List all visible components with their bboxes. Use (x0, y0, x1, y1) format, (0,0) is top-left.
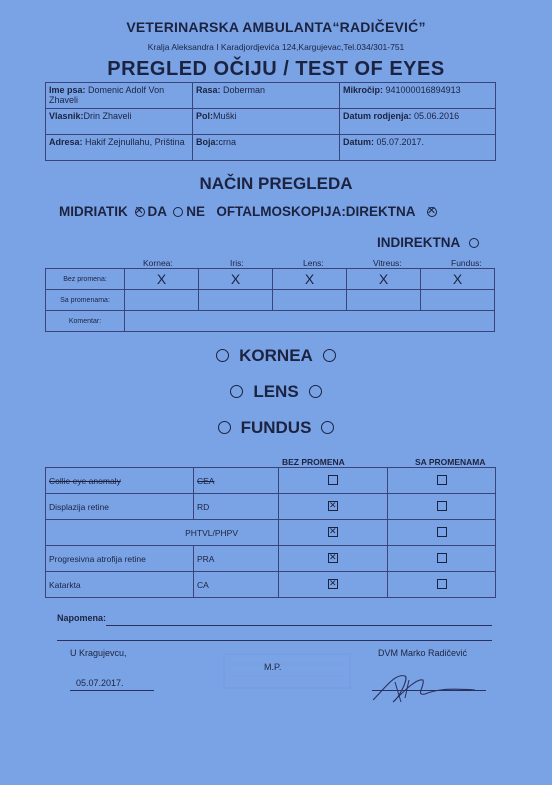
ne-radio[interactable] (173, 207, 183, 217)
fundus-left-radio[interactable] (218, 421, 231, 434)
date-cell: Datum: 05.07.2017. (340, 135, 496, 161)
patient-info-table (45, 82, 496, 161)
dob-cell: Datum rodjenja: 05.06.2016 (340, 109, 496, 135)
clinic-name: VETERINARSKA AMBULANTA“RADIČEVIĆ” (126, 19, 426, 35)
kornea-left-radio[interactable] (216, 349, 229, 362)
direktna-radio[interactable] (427, 207, 437, 217)
disease-code: CEA (194, 468, 279, 494)
option-fundus (0, 418, 552, 438)
note-line-2[interactable] (57, 640, 492, 641)
cell[interactable] (421, 290, 495, 311)
chip-number: 941000016894913 (385, 85, 461, 95)
no-change-checkbox[interactable] (328, 553, 338, 563)
table-row (46, 290, 495, 311)
cell[interactable] (125, 290, 199, 311)
disease-code: PHTVL/PHPV (46, 520, 279, 546)
dog-name-cell: Ime psa: Domenic Adolf Von Zhaveli (46, 83, 193, 109)
col-vitreus: Vitreus: (373, 258, 402, 268)
table-row (46, 269, 495, 290)
note-line[interactable] (106, 625, 492, 626)
change-checkbox[interactable] (437, 475, 447, 485)
breed: Doberman (223, 85, 266, 95)
fundus-right-radio[interactable] (321, 421, 334, 434)
address-cell: Adresa: Hakif Zejnullahu, Priština (46, 135, 193, 161)
method-heading: NAČIN PREGLEDA (199, 174, 353, 193)
table-row (46, 572, 496, 598)
doctor-name: DVM Marko Radičević (378, 648, 468, 658)
option-label: FUNDUS (240, 418, 312, 437)
col-iris: Iris: (230, 258, 244, 268)
disease-name: Displazija retine (46, 494, 194, 520)
col-bez-promena: BEZ PROMENA (282, 457, 345, 467)
cell[interactable] (199, 290, 273, 311)
cell[interactable] (273, 290, 347, 311)
disease-table (45, 467, 496, 598)
change-checkbox[interactable] (437, 553, 447, 563)
comment-cell[interactable] (125, 311, 495, 332)
no-change-checkbox[interactable] (328, 501, 338, 511)
place-label: U Kragujevcu, (70, 648, 127, 658)
dob: 05.06.2016 (414, 111, 460, 121)
option-label: LENS (253, 382, 299, 401)
table-row (46, 494, 496, 520)
disease-name: Collie eye anomaly (46, 468, 194, 494)
table-row (46, 311, 495, 332)
midriatik-label: MIDRIATIK (59, 204, 128, 219)
mp-label: M.P. (264, 662, 282, 672)
color-cell: Boja:crna (193, 135, 340, 161)
owner-cell: Vlasnik:Drin Zhaveli (46, 109, 193, 135)
stamp-icon (222, 652, 352, 692)
method-row (59, 204, 440, 219)
disease-code: CA (194, 572, 279, 598)
dog-name: Domenic Adolf Von Zhaveli (49, 85, 165, 105)
clinic-address: Kralja Aleksandra I Karadjordjevića 124,Kargujevac,Tel.034/301-751 (147, 42, 405, 52)
row-label: Bez promena: (46, 269, 125, 290)
breed-cell: Rasa: Doberman (193, 83, 340, 109)
fundus-mark[interactable]: X (421, 269, 495, 290)
no-change-checkbox[interactable] (328, 579, 338, 589)
signature-icon (365, 668, 485, 708)
disease-code: PRA (194, 546, 279, 572)
exam-date: 05.07.2017. (376, 137, 425, 147)
row-label: Komentar: (46, 311, 125, 332)
indirektna-row (377, 235, 482, 250)
vitreus-mark[interactable]: X (347, 269, 421, 290)
no-change-checkbox[interactable] (328, 475, 338, 485)
table-row (46, 468, 496, 494)
oftalmo-label: OFTALMOSKOPIJA:DIREKTNA (216, 204, 416, 219)
col-lens: Lens: (303, 258, 324, 268)
disease-name: Progresivna atrofija retine (46, 546, 194, 572)
chip-cell: Mikročip: 941000016894913 (340, 83, 496, 109)
disease-name: Katarkta (46, 572, 194, 598)
sex: Muški (213, 111, 237, 121)
option-kornea (0, 346, 552, 366)
exam-table (45, 268, 495, 332)
lens-mark[interactable]: X (273, 269, 347, 290)
table-row (46, 520, 496, 546)
col-fundus: Fundus: (451, 258, 482, 268)
row-label: Sa promenama: (46, 290, 125, 311)
document-title: PREGLED OČIJU / TEST OF EYES (107, 58, 445, 80)
iris-mark[interactable]: X (199, 269, 273, 290)
change-checkbox[interactable] (437, 501, 447, 511)
col-kornea: Kornea: (143, 258, 173, 268)
color: crna (218, 137, 237, 147)
option-lens (0, 382, 552, 402)
da-radio[interactable] (135, 207, 145, 217)
da-label: DA (147, 204, 167, 219)
date-line (70, 690, 154, 691)
change-checkbox[interactable] (437, 527, 447, 537)
indirektna-radio[interactable] (469, 238, 479, 248)
no-change-checkbox[interactable] (328, 527, 338, 537)
owner: Drin Zhaveli (83, 111, 132, 121)
lens-right-radio[interactable] (309, 385, 322, 398)
signing-date: 05.07.2017. (76, 678, 124, 688)
change-checkbox[interactable] (437, 579, 447, 589)
lens-left-radio[interactable] (230, 385, 243, 398)
owner-address: Hakif Zejnullahu, Priština (85, 137, 185, 147)
cell[interactable] (347, 290, 421, 311)
table-row (46, 546, 496, 572)
option-label: KORNEA (239, 346, 313, 365)
note-label: Napomena: (57, 613, 107, 623)
kornea-mark[interactable]: X (125, 269, 199, 290)
sex-cell: Pol:Muški (193, 109, 340, 135)
ne-label: NE (186, 204, 206, 219)
kornea-right-radio[interactable] (323, 349, 336, 362)
indirektna-label: INDIREKTNA (377, 235, 460, 250)
disease-code: RD (194, 494, 279, 520)
col-sa-promenama: SA PROMENAMA (415, 457, 486, 467)
